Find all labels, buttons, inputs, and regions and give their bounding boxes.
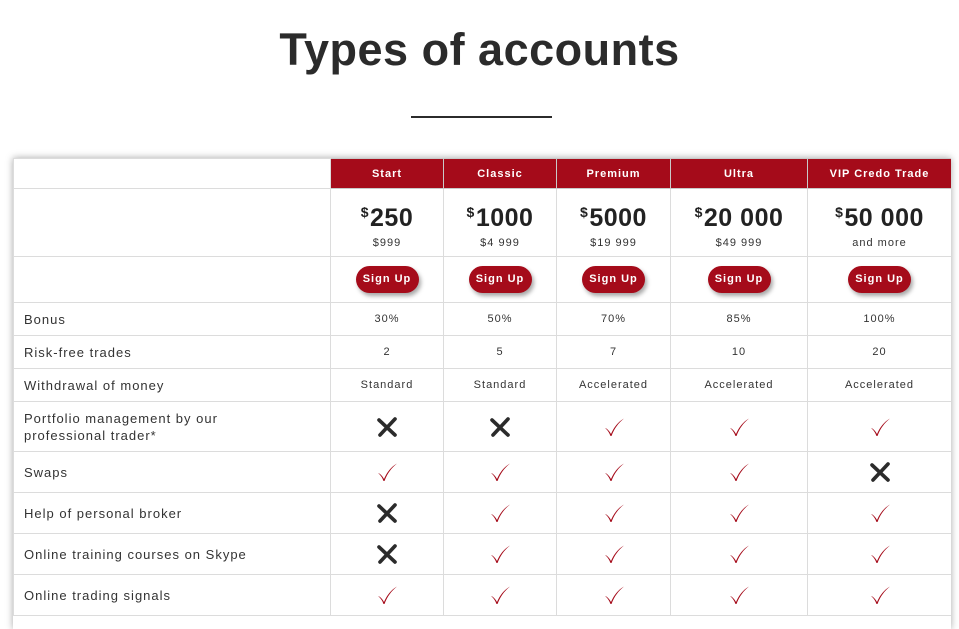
- check-icon: [602, 542, 626, 566]
- price-cell-start: [331, 189, 444, 257]
- feature-row: [14, 336, 952, 369]
- check-icon: [868, 501, 892, 525]
- feature-mark-cell: [331, 402, 444, 452]
- currency-symbol: $: [360, 203, 370, 220]
- accounts-comparison-table: [13, 158, 951, 629]
- check-icon: [375, 460, 399, 484]
- feature-row: [14, 303, 952, 336]
- feature-value: 5: [444, 336, 557, 369]
- signup-cell-start: [331, 257, 444, 303]
- feature-label: Bonus: [14, 303, 331, 336]
- check-icon: [602, 460, 626, 484]
- feature-label: Help of personal broker: [14, 493, 331, 534]
- feature-row: [14, 575, 952, 616]
- feature-value: 85%: [671, 303, 808, 336]
- feature-value: 100%: [808, 303, 952, 336]
- feature-mark-cell: [331, 493, 444, 534]
- feature-mark-cell: [808, 575, 952, 616]
- check-icon: [488, 501, 512, 525]
- plan-header-ultra: Ultra: [671, 159, 808, 189]
- feature-label: Online training courses on Skype: [14, 534, 331, 575]
- feature-mark-cell: [808, 534, 952, 575]
- check-icon: [868, 542, 892, 566]
- feature-mark-cell: [671, 534, 808, 575]
- plan-header-start: Start: [331, 159, 444, 189]
- feature-label: Swaps: [14, 452, 331, 493]
- price-amount: [444, 197, 556, 233]
- currency-symbol: $: [580, 203, 589, 220]
- feature-label: Portfolio management by our professional trader*: [14, 402, 331, 452]
- feature-mark-cell: [444, 402, 557, 452]
- price-value: 20 000: [703, 203, 784, 232]
- signup-blank-cell: [14, 257, 331, 303]
- feature-value: 20: [808, 336, 952, 369]
- feature-mark-cell: [557, 493, 671, 534]
- check-icon: [488, 542, 512, 566]
- feature-value: 7: [557, 336, 671, 369]
- feature-value: 50%: [444, 303, 557, 336]
- sign-up-classic-button[interactable]: Sign Up: [469, 266, 532, 293]
- signup-cell-ultra: [671, 257, 808, 303]
- check-icon: [727, 583, 751, 607]
- plan-header-premium: Premium: [557, 159, 671, 189]
- feature-mark-cell: [444, 452, 557, 493]
- price-range: and more: [852, 236, 907, 249]
- check-icon: [602, 501, 626, 525]
- feature-mark-cell: [557, 534, 671, 575]
- currency-symbol: $: [835, 203, 844, 220]
- check-icon: [488, 460, 512, 484]
- price-amount: [557, 197, 670, 233]
- feature-mark-cell: [557, 575, 671, 616]
- feature-mark-cell: [331, 452, 444, 493]
- feature-mark-cell: [444, 534, 557, 575]
- cross-icon: [488, 415, 512, 439]
- cross-icon: [375, 542, 399, 566]
- signup-cell-premium: [557, 257, 671, 303]
- feature-mark-cell: [808, 493, 952, 534]
- feature-mark-cell: [331, 534, 444, 575]
- header-blank-cell: [14, 159, 331, 189]
- price-range: $4 999: [480, 236, 520, 249]
- feature-value: 2: [331, 336, 444, 369]
- price-cell-premium: [557, 189, 671, 257]
- price-cell-vip: [808, 189, 952, 257]
- feature-mark-cell: [444, 575, 557, 616]
- title-divider: [411, 116, 552, 118]
- plan-header-vip: VIP Credo Trade: [808, 159, 952, 189]
- signup-cell-vip: [808, 257, 952, 303]
- price-range: $49 999: [715, 236, 763, 249]
- feature-value: Accelerated: [808, 369, 952, 402]
- currency-symbol: $: [466, 203, 475, 220]
- price-blank-cell: [14, 189, 331, 257]
- feature-mark-cell: [671, 452, 808, 493]
- sign-up-ultra-button[interactable]: Sign Up: [708, 266, 771, 293]
- page-title: Types of accounts: [279, 24, 680, 75]
- check-icon: [727, 542, 751, 566]
- feature-row: [14, 402, 952, 452]
- check-icon: [488, 583, 512, 607]
- feature-row: [14, 452, 952, 493]
- check-icon: [727, 460, 751, 484]
- check-icon: [375, 583, 399, 607]
- feature-row: [14, 534, 952, 575]
- sign-up-premium-button[interactable]: Sign Up: [582, 266, 645, 293]
- currency-symbol: $: [694, 203, 703, 220]
- sign-up-start-button[interactable]: Sign Up: [356, 266, 419, 293]
- feature-rows: [14, 303, 952, 616]
- feature-row: [14, 369, 952, 402]
- cross-icon: [868, 460, 892, 484]
- check-icon: [727, 415, 751, 439]
- feature-mark-cell: [557, 452, 671, 493]
- feature-value: Accelerated: [671, 369, 808, 402]
- feature-mark-cell: [808, 452, 952, 493]
- check-icon: [868, 415, 892, 439]
- feature-label: Withdrawal of money: [14, 369, 331, 402]
- feature-value: Standard: [444, 369, 557, 402]
- price-amount: [331, 197, 443, 233]
- price-range: $19 999: [590, 236, 637, 249]
- price-amount: [808, 197, 951, 233]
- feature-value: 30%: [331, 303, 444, 336]
- feature-label: Risk-free trades: [14, 336, 331, 369]
- signup-cell-classic: [444, 257, 557, 303]
- cross-icon: [375, 415, 399, 439]
- price-value: 250: [370, 203, 414, 232]
- feature-mark-cell: [671, 575, 808, 616]
- plan-header-classic: Classic: [444, 159, 557, 189]
- feature-row: [14, 493, 952, 534]
- price-range: $999: [372, 236, 402, 249]
- price-value: 50 000: [844, 203, 924, 232]
- feature-mark-cell: [331, 575, 444, 616]
- check-icon: [727, 501, 751, 525]
- price-value: 5000: [589, 203, 647, 232]
- sign-up-vip-button[interactable]: Sign Up: [848, 266, 911, 293]
- feature-mark-cell: [808, 402, 952, 452]
- check-icon: [602, 415, 626, 439]
- price-cell-classic: [444, 189, 557, 257]
- check-icon: [868, 583, 892, 607]
- feature-value: Accelerated: [557, 369, 671, 402]
- price-value: 1000: [475, 203, 534, 232]
- feature-mark-cell: [671, 402, 808, 452]
- feature-value: 10: [671, 336, 808, 369]
- feature-mark-cell: [671, 493, 808, 534]
- price-amount: [671, 197, 807, 233]
- check-icon: [602, 583, 626, 607]
- price-cell-ultra: [671, 189, 808, 257]
- feature-value: 70%: [557, 303, 671, 336]
- feature-label: Online trading signals: [14, 575, 331, 616]
- feature-mark-cell: [557, 402, 671, 452]
- cross-icon: [375, 501, 399, 525]
- feature-value: Standard: [331, 369, 444, 402]
- feature-mark-cell: [444, 493, 557, 534]
